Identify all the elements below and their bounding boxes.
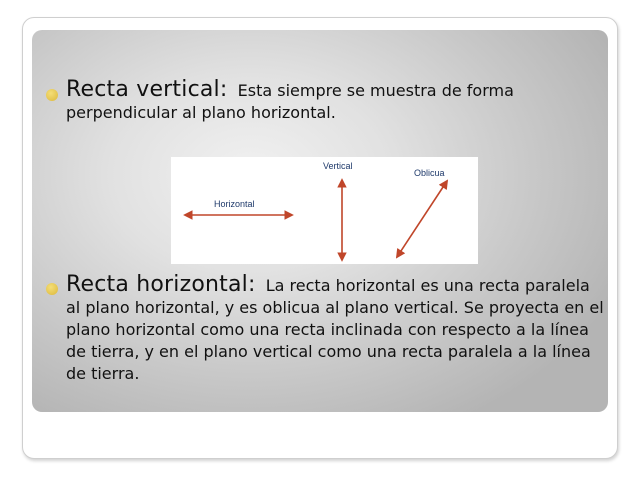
description-vertical: Esta siempre se muestra de forma perpendicular al plano horizontal. — [66, 81, 514, 122]
content-panel — [32, 30, 608, 412]
label-oblique: Oblicua — [414, 168, 445, 178]
bullet-marker — [46, 283, 58, 295]
term-horizontal: Recta horizontal: — [66, 272, 256, 297]
line-types-figure — [171, 157, 478, 264]
bullet-marker — [46, 89, 58, 101]
label-vertical: Vertical — [323, 161, 353, 171]
oblique-arrow — [397, 181, 447, 257]
label-horizontal: Horizontal — [214, 199, 255, 209]
bullet-horizontal — [66, 274, 606, 385]
line-types-diagram — [171, 157, 478, 264]
term-vertical: Recta vertical: — [66, 77, 228, 102]
bullet-vertical — [66, 79, 586, 124]
description-horizontal: La recta horizontal es una recta paralela al plano horizontal, y es oblicua al plano vertical. Se proyecta en el plano horizontal como una recta inclinada con respecto a la línea de tierra, y en el plano vertical como una recta paralela a la línea de tierra. — [66, 276, 604, 383]
